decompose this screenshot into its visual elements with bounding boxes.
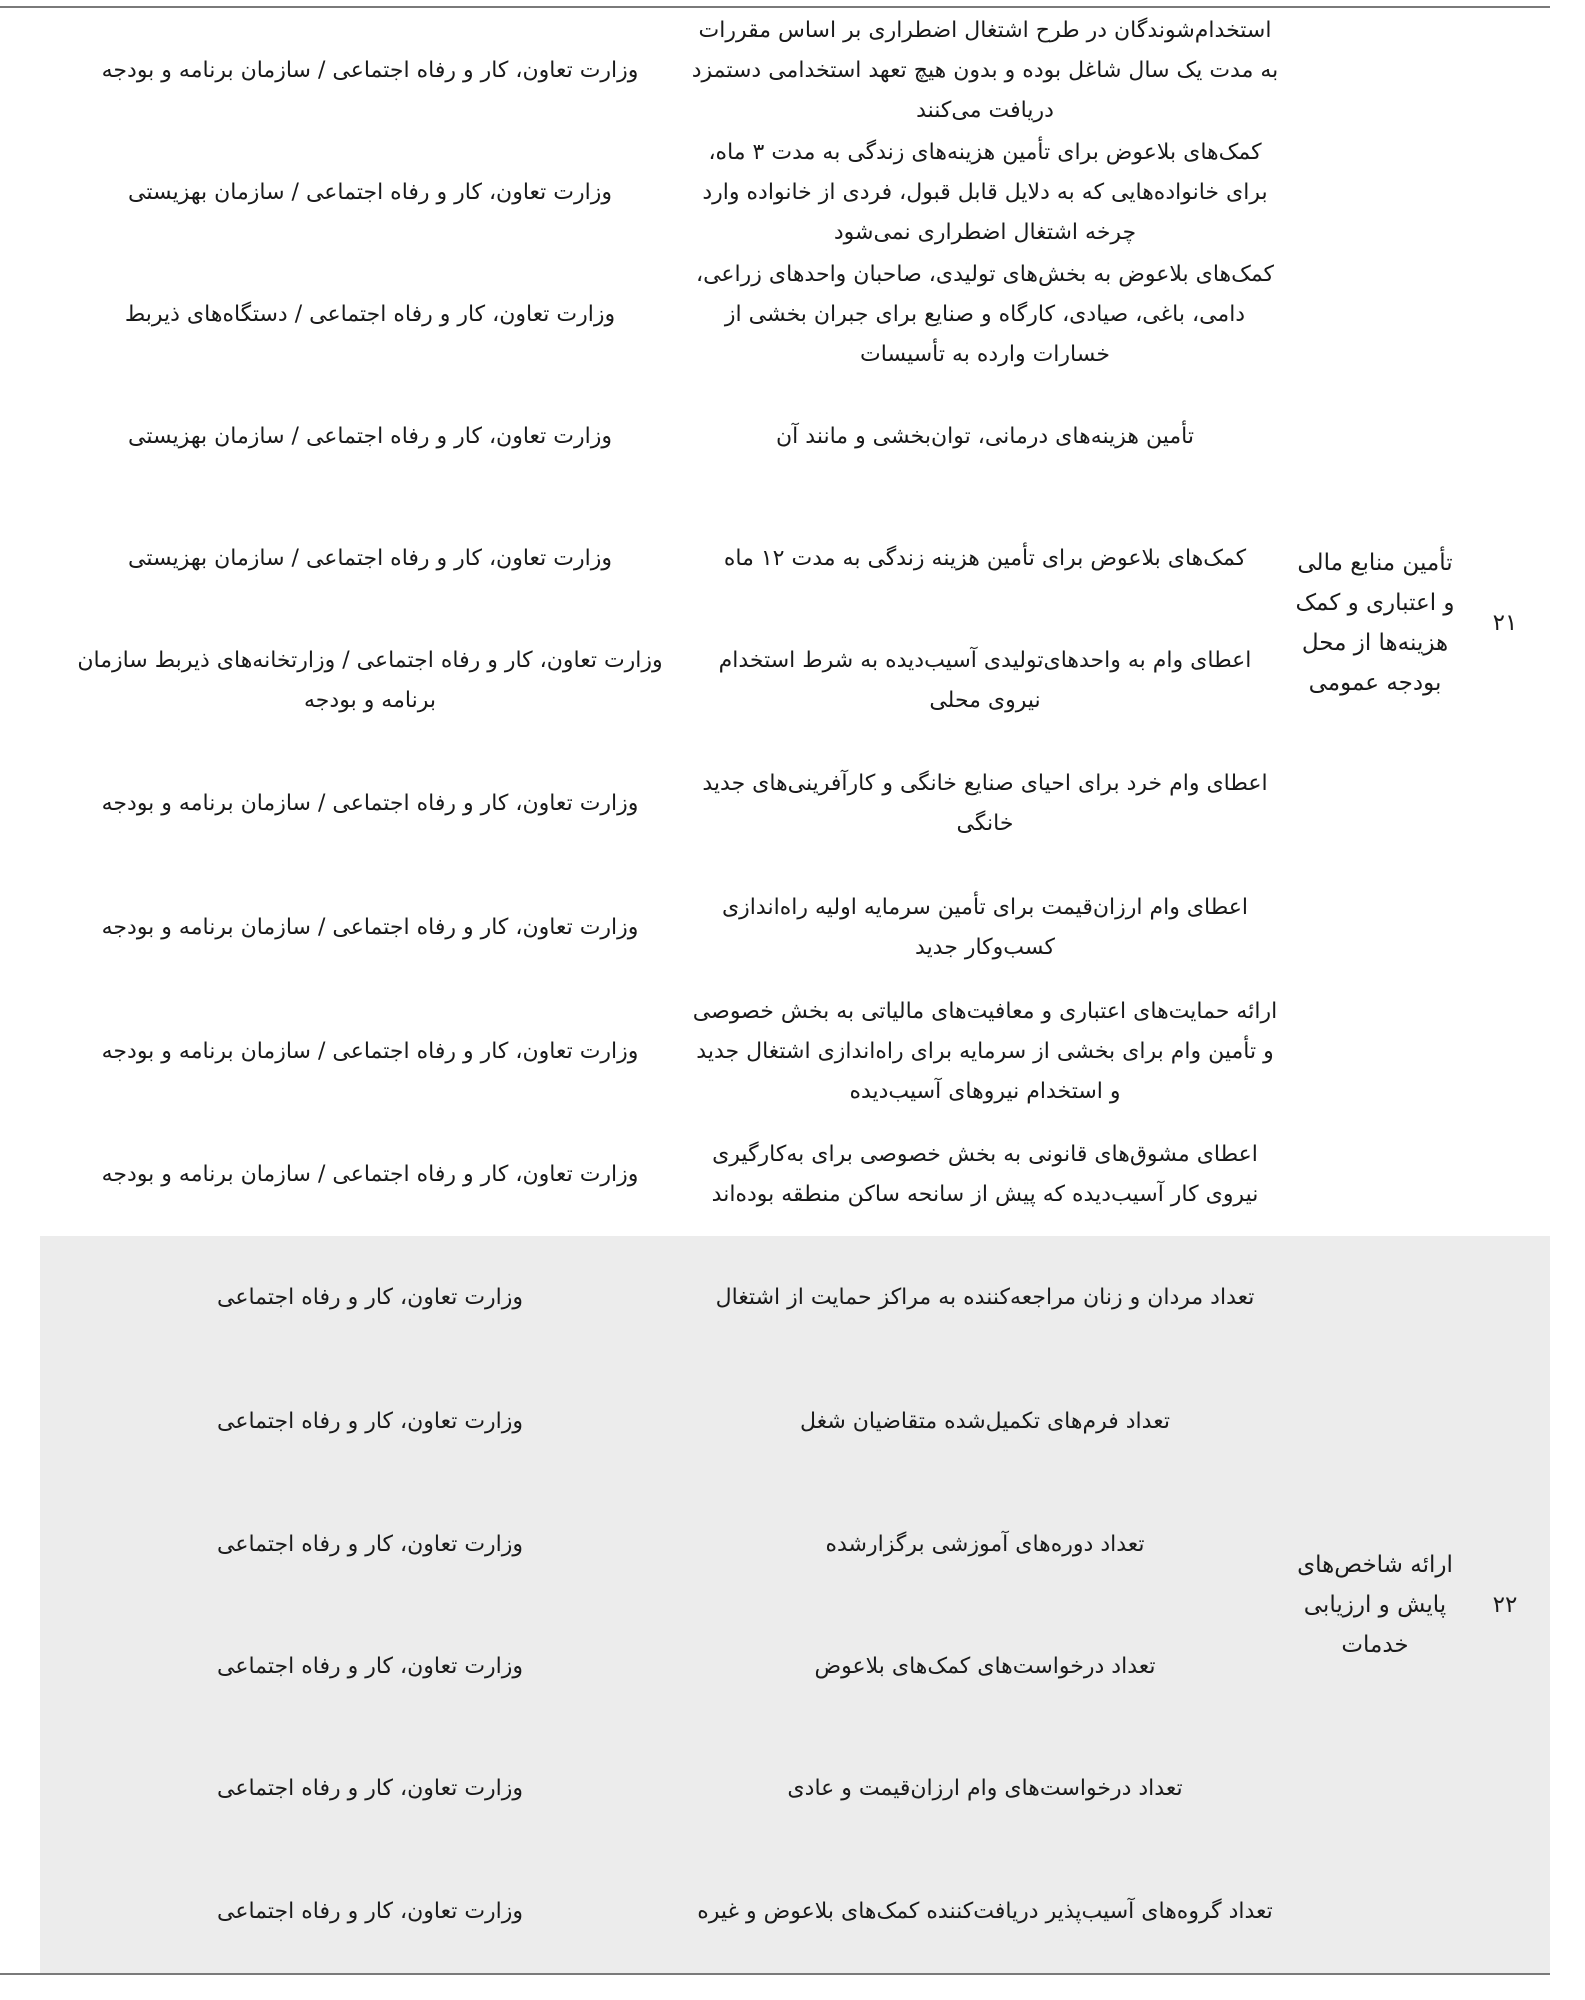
table-cell-org: وزارت تعاون، کار و رفاه اجتماعی / سازمان برنامه و بودجه	[101, 58, 639, 83]
table-cell-org: وزارت تعاون، کار و رفاه اجتماعی / وزارتخانه‌های ذیربط سازمان برنامه و بودجه	[77, 648, 663, 713]
table-cell-item: اعطای مشوق‌های قانونی به بخش خصوصی برای به‌کارگیری نیروی کار آسیب‌دیده که پیش از سانحه ساکن منطقه بوده‌اند	[711, 1142, 1259, 1207]
table-cell-org: وزارت تعاون، کار و رفاه اجتماعی / سازمان بهزیستی	[128, 424, 612, 449]
table-cell-org: وزارت تعاون، کار و رفاه اجتماعی	[217, 1654, 524, 1679]
table-cell-item: تعداد گروه‌های آسیب‌پذیر دریافت‌کننده کمک‌های بلاعوض و غیره	[697, 1898, 1273, 1924]
table-cell-item: تعداد درخواست‌های وام ارزان‌قیمت و عادی	[787, 1776, 1183, 1801]
table-cell-item: ارائه حمایت‌های اعتباری و معافیت‌های مالیاتی به بخش خصوصی و تأمین وام برای بخشی از سرمایه برای راه‌اندازی اشتغال جدید و استخدام نیروهای آسیب‌دیده	[692, 999, 1278, 1104]
table-cell-org: وزارت تعاون، کار و رفاه اجتماعی	[217, 1776, 524, 1801]
table-cell-org: وزارت تعاون، کار و رفاه اجتماعی	[217, 1285, 524, 1310]
table-cell-item: استخدام‌شوندگان در طرح اشتغال اضطراری بر اساس مقررات به مدت یک سال شاغل بوده و بدون هیچ تعهد استخدامی دستمزد دریافت می‌کنند	[691, 18, 1279, 123]
category-cell: تأمین منابع مالی و اعتباری و کمک هزینه‌ها از محل بودجه عمومی	[1295, 550, 1455, 696]
table-cell-org: وزارت تعاون، کار و رفاه اجتماعی	[217, 1408, 524, 1434]
row-number: ۲۲	[1492, 1591, 1518, 1618]
table-cell-item: تعداد درخواست‌های کمک‌های بلاعوض	[814, 1654, 1156, 1679]
table-cell-org: وزارت تعاون، کار و رفاه اجتماعی / سازمان بهزیستی	[128, 180, 612, 205]
table-cell-item: تأمین هزینه‌های درمانی، توان‌بخشی و مانند آن	[776, 424, 1194, 449]
table-cell-org: وزارت تعاون، کار و رفاه اجتماعی / سازمان برنامه و بودجه	[101, 915, 639, 940]
table-top-rule	[0, 6, 1550, 8]
table-cell-item: کمک‌های بلاعوض برای تأمین هزینه‌های زندگی به مدت ۳ ماه، برای خانواده‌هایی که به دلایل قابل قبول، فردی از خانواده وارد چرخه اشتغال اضطراری نمی‌شود	[702, 140, 1268, 245]
table-cell-org: وزارت تعاون، کار و رفاه اجتماعی / سازمان بهزیستی	[128, 546, 612, 571]
table-cell-item: تعداد مردان و زنان مراجعه‌کننده به مراکز حمایت از اشتغال	[715, 1285, 1255, 1310]
table-cell-org: وزارت تعاون، کار و رفاه اجتماعی / سازمان برنامه و بودجه	[101, 791, 639, 816]
table-cell-item: کمک‌های بلاعوض به بخش‌های تولیدی، صاحبان واحدهای زراعی، دامی، باغی، صیادی، کارگاه و صنایع برای جبران بخشی از خسارات وارده به تأسیسات	[695, 262, 1275, 367]
table-cell-item: اعطای وام به واحدهای‌تولیدی آسیب‌دیده به شرط استخدام نیروی محلی	[718, 648, 1252, 713]
table-cell-org: وزارت تعاون، کار و رفاه اجتماعی	[217, 1531, 524, 1557]
table-cell-item: تعداد دوره‌های آموزشی برگزارشده	[825, 1531, 1145, 1557]
table-cell-item: کمک‌های بلاعوض برای تأمین هزینه زندگی به مدت ۱۲ ماه	[723, 546, 1247, 571]
table-cell-item: تعداد فرم‌های تکمیل‌شده متقاضیان شغل	[800, 1408, 1170, 1434]
table-cell-org: وزارت تعاون، کار و رفاه اجتماعی	[217, 1898, 524, 1924]
table-cell-org: وزارت تعاون، کار و رفاه اجتماعی / سازمان برنامه و بودجه	[101, 1039, 639, 1064]
table-cell-org: وزارت تعاون، کار و رفاه اجتماعی / دستگاه‌های ذیربط	[124, 302, 616, 327]
category-cell: ارائه شاخص‌های پایش و ارزیابی خدمات	[1297, 1551, 1453, 1658]
table-bottom-rule	[0, 1973, 1550, 1975]
table-cell-item: اعطای وام خرد برای احیای صنایع خانگی و کارآفرینی‌های جدید خانگی	[702, 771, 1268, 836]
table-cell-org: وزارت تعاون، کار و رفاه اجتماعی / سازمان برنامه و بودجه	[101, 1162, 639, 1187]
row-number: ۲۱	[1492, 610, 1518, 636]
table-cell-item: اعطای وام ارزان‌قیمت برای تأمین سرمایه اولیه راه‌اندازی کسب‌وکار جدید	[721, 895, 1249, 960]
